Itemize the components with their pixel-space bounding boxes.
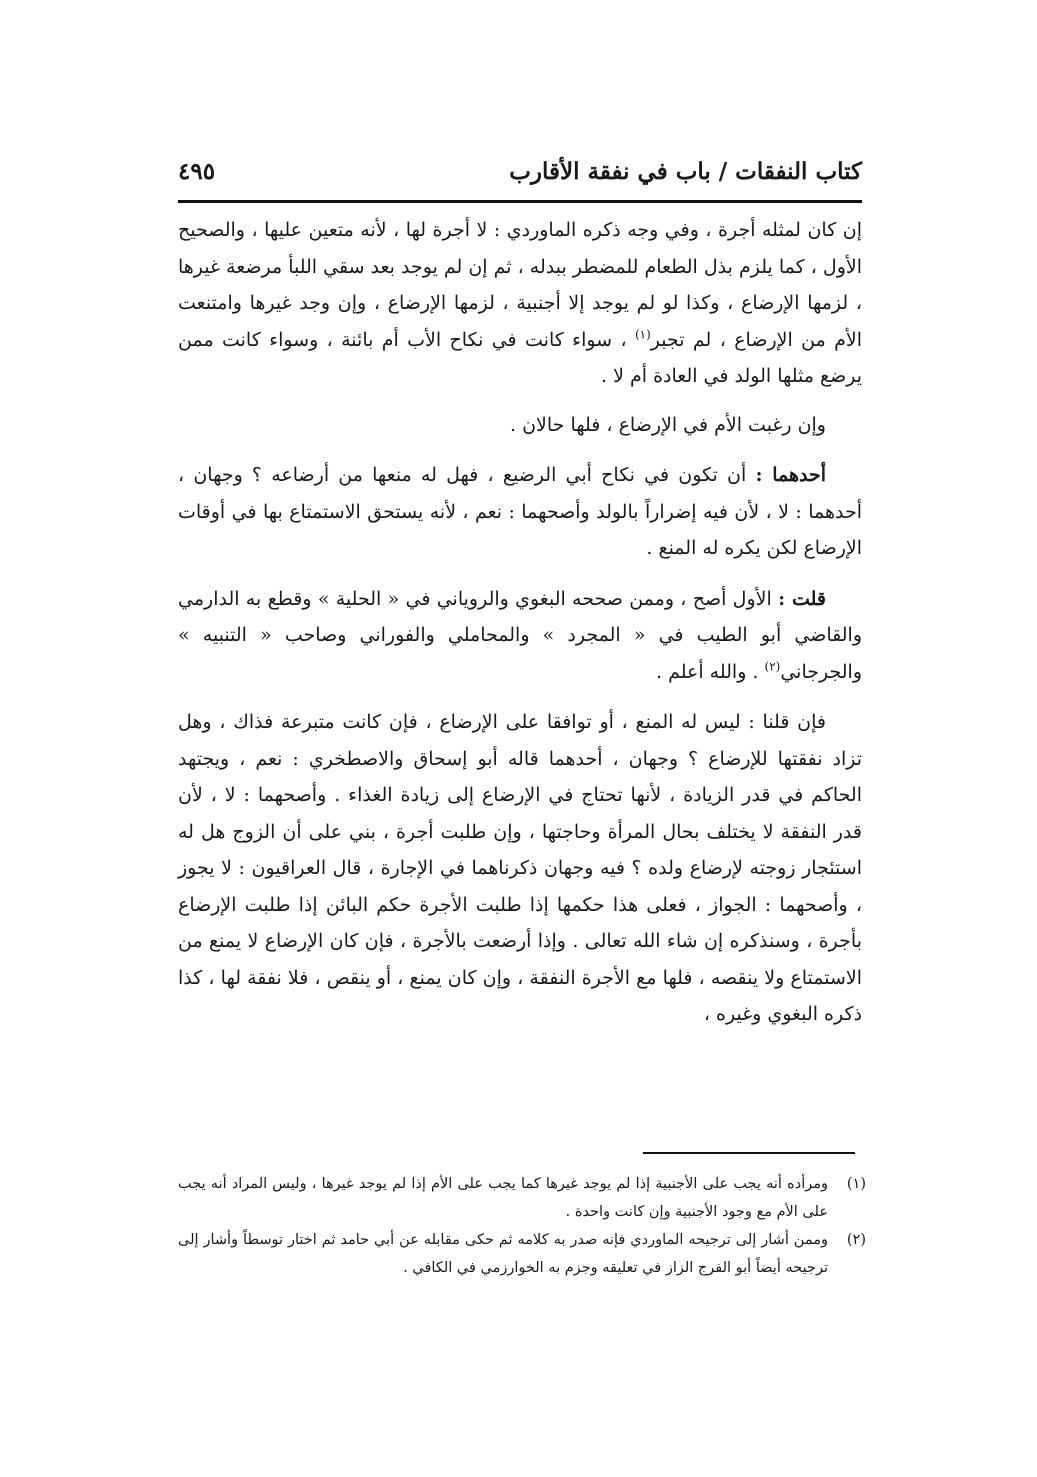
paragraph-5: فإن قلنا : ليس له المنع ، أو توافقا على الإرضاع ، فإن كانت متبرعة فذاك ، وهل تزاد نفقتها للإرضاع ؟ وجهان ، أحدهما قاله أبو إسحاق والاصطخري : نعم ، ويجتهد الحاكم في قدر الزيادة ، لأنها تحتاج في الإرضاع إلى زيادة الغذاء . وأصحهما : لا ، لأن قدر النفقة لا يختلف بحال المرأة وحاجتها ، وإن طلبت أجرة ، بني على أن الزوج هل له استئجار زوجته لإرضاع ولده ؟ فيه وجهان ذكرناهما في الإجارة ، قال العراقيون : لا يجوز ، وأصحهما : الجواز ، فعلى هذا حكمها إذا طلبت الأجرة حكم البائن إذا طلبت الإرضاع بأجرة ، وسنذكره إن شاء الله تعالى . وإذا أرضعت بالأجرة ، فإن كان الإرضاع لا يمنع من الاستمتاع ولا ينقصه ، فلها مع الأجرة النفقة ، وإن كان يمنع ، أو ينقص ، فلا نفقة لها ، كذا ذكره البغوي وغيره ، <box>178 711 862 1025</box>
footnote-rule <box>643 1152 855 1154</box>
paragraph-3 <box>178 457 862 567</box>
running-header <box>178 158 862 196</box>
footnote-2-marker: (٢) <box>846 1232 866 1248</box>
paragraph-1-end: ، سواء كانت في نكاح الأب أم بائنة ، وسواء كانت ممن يرضع مثلها الولد في العادة أم لا . <box>178 328 862 387</box>
footnote-1-text: ومرأده أنه يجب على الأجنبية إذا لم يوجد غيرها كما يجب على الأم إذا لم يوجد غيرها ، وليس المراد أنه يجب على الأم مع وجود الأجنبية وإن كانت واحدة . <box>178 1176 828 1220</box>
paragraph-4 <box>178 581 862 691</box>
footnote-2 <box>178 1226 866 1282</box>
paragraph-2: وإن رغبت الأم في الإرضاع ، فلها حالان . <box>510 413 826 436</box>
footnote-ref-2: (٢) <box>764 659 781 674</box>
paragraph-4-lead: قلت : <box>778 587 826 610</box>
paragraph-1 <box>178 212 862 395</box>
main-text <box>178 212 862 1033</box>
paragraph-3-text: أن تكون في نكاح أبي الرضيع ، فهل له منعها من أرضاعه ؟ وجهان ، أحدهما : لا ، لأن فيه إضراراً بالولد وأصحهما : نعم ، لأنه يستحق الاستمتاع بها في أوقات الإرضاع لكن يكره له المنع . <box>178 464 862 559</box>
paragraph-3-lead: أحدهما : <box>755 464 827 486</box>
footnote-1-marker: (١) <box>846 1176 866 1192</box>
footnote-1 <box>178 1170 866 1226</box>
paragraph-4-end: . والله أعلم . <box>656 660 765 683</box>
page-number: ٤٩٥ <box>178 158 216 185</box>
header-rule <box>178 200 862 203</box>
paragraph-4-text: الأول أصح ، وممن صححه البغوي والروياني في « الحلية » وقطع به الدارمي والقاضي أبو الطيب في « المجرد » والمحاملي والفوراني وصاحب « التنبيه » والجرجاني <box>178 587 862 683</box>
footnote-ref-1: (١) <box>634 327 651 342</box>
running-title: كتاب النفقات / باب في نفقة الأقارب <box>509 158 862 185</box>
paragraph-1-text: إن كان لمثله أجرة ، وفي وجه ذكره الماوردي : لا أجرة لها ، لأنه متعين عليها ، والصحيح الأول ، كما يلزم بذل الطعام للمضطر ببدله ، ثم إن لم يوجد بعد سقي اللبأ مرضعة غيرها ، لزمها الإرضاع ، وكذا لو لم يوجد إلا أجنبية ، لزمها الإرضاع ، وإن وجد غيرها وامتنعت الأم من الإرضاع ، لم تجبر <box>178 219 862 351</box>
footnotes <box>178 1170 866 1282</box>
footnote-2-text: وممن أشار إلى ترجيحه الماوردي فإنه صدر به كلامه ثم حكى مقابله عن أبي حامد ثم اختار توسطاً وأشار إلى ترجيحه أيضاً أبو الفرج الزاز في تعليقه وجزم به الخوارزمي في الكافي . <box>178 1232 828 1276</box>
